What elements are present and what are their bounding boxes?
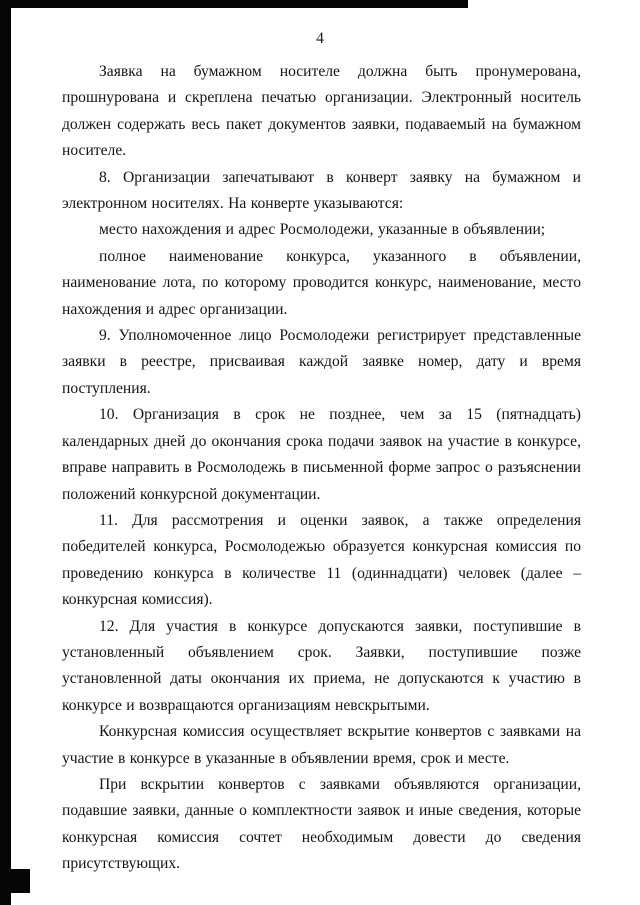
scan-artifact-top-bar (0, 0, 468, 8)
paragraph-item-8-sub-1: место нахождения и адрес Росмолодежи, указанные в объявлении; (99, 221, 546, 239)
paragraph-item-8: 8. Организации запечатывают в конверт заявку на бумажном и электронном носителях. На конверте указываются: (62, 168, 581, 213)
paragraph-item-11: 11. Для рассмотрения и оценки заявок, а также определения победителей конкурса, Росмолодежью образуется конкурсная комиссия по проведению конкурса в количестве 11 (одиннадцати) человек (далее – конкурсная комиссия). (62, 511, 581, 609)
paragraph-item-9: 9. Уполномоченное лицо Росмолодежи регистрирует представленные заявки в реестре, присваивая каждой заявке номер, дату и время поступления. (62, 327, 581, 397)
paragraph-item-12-continued-1: Конкурсная комиссия осуществляет вскрытие конвертов с заявками на участие в конкурсе в указанные в объявлении время, срок и месте. (62, 723, 581, 767)
document-body (62, 59, 581, 878)
paragraph-item-10: 10. Организация в срок не позднее, чем за 15 (пятнадцать) календарных дней до окончания срока подачи заявок на участие в конкурсе, вправе направить в Росмолодежь в письменной форме запрос о разъяснении положений конкурсной документации. (62, 406, 581, 503)
paragraph-item-12-continued-2: При вскрытии конвертов с заявками объявляются организации, подавшие заявки, данные о комплектности заявок и иные сведения, которые конкурсная комиссия сочтет необходимым довести до сведения присутствующих. (62, 775, 581, 873)
paragraph-item-12: 12. Для участия в конкурсе допускаются заявки, поступившие в установленный объявлением срок. Заявки, поступившие позже установленной даты окончания их приема, не допускаются к участию в конкурсе и возвращаются организациям невскрытыми. (62, 617, 581, 714)
scan-artifact-corner-mark (9, 869, 30, 893)
paragraph-intro: Заявка на бумажном носителе должна быть пронумерована, прошнурована и скреплена печатью организации. Электронный носитель должен содержать весь пакет документов заявки, подаваемый на бумажном носителе. (62, 63, 581, 160)
paragraph-item-8-sub-2: полное наименование конкурса, указанного в объявлении, наименование лота, по которому проводится конкурс, наименование, место нахождения и адрес организации. (62, 247, 581, 318)
scan-artifact-left-bar (0, 0, 11, 905)
page-number: 4 (316, 30, 324, 47)
